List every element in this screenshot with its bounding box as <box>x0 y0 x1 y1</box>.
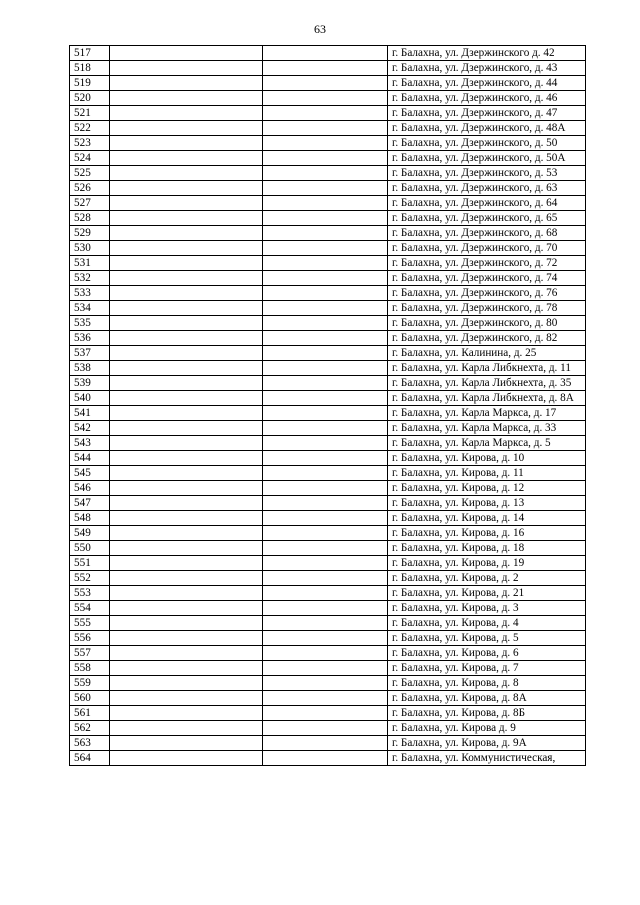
empty-cell-3 <box>263 346 388 361</box>
table-row <box>70 211 586 226</box>
empty-cell-2 <box>110 571 263 586</box>
table-row <box>70 61 586 76</box>
table-row <box>70 406 586 421</box>
row-number-cell: 553 <box>70 586 110 601</box>
empty-cell-3 <box>263 481 388 496</box>
row-number-cell: 525 <box>70 166 110 181</box>
row-number-cell: 544 <box>70 451 110 466</box>
address-cell: г. Балахна, ул. Дзержинского, д. 70 <box>388 241 586 256</box>
row-number-cell: 537 <box>70 346 110 361</box>
address-cell: г. Балахна, ул. Карла Маркса, д. 17 <box>388 406 586 421</box>
table-row <box>70 106 586 121</box>
address-cell: г. Балахна, ул. Дзержинского, д. 72 <box>388 256 586 271</box>
row-number-cell: 551 <box>70 556 110 571</box>
empty-cell-3 <box>263 706 388 721</box>
empty-cell-2 <box>110 121 263 136</box>
row-number-cell: 557 <box>70 646 110 661</box>
table-row <box>70 136 586 151</box>
row-number-cell: 564 <box>70 751 110 766</box>
empty-cell-2 <box>110 196 263 211</box>
empty-cell-3 <box>263 106 388 121</box>
empty-cell-3 <box>263 271 388 286</box>
row-number-cell: 533 <box>70 286 110 301</box>
empty-cell-2 <box>110 661 263 676</box>
table-row <box>70 241 586 256</box>
empty-cell-2 <box>110 751 263 766</box>
table-row <box>70 256 586 271</box>
empty-cell-2 <box>110 691 263 706</box>
row-number-cell: 554 <box>70 601 110 616</box>
empty-cell-2 <box>110 511 263 526</box>
table-row <box>70 586 586 601</box>
row-number-cell: 535 <box>70 316 110 331</box>
row-number-cell: 527 <box>70 196 110 211</box>
table-row <box>70 361 586 376</box>
empty-cell-3 <box>263 151 388 166</box>
empty-cell-3 <box>263 91 388 106</box>
table-row <box>70 91 586 106</box>
row-number-cell: 560 <box>70 691 110 706</box>
row-number-cell: 541 <box>70 406 110 421</box>
address-cell: г. Балахна, ул. Кирова, д. 3 <box>388 601 586 616</box>
empty-cell-3 <box>263 121 388 136</box>
table-row <box>70 391 586 406</box>
address-cell: г. Балахна, ул. Калинина, д. 25 <box>388 346 586 361</box>
address-cell: г. Балахна, ул. Кирова, д. 9А <box>388 736 586 751</box>
empty-cell-2 <box>110 526 263 541</box>
empty-cell-2 <box>110 361 263 376</box>
empty-cell-2 <box>110 481 263 496</box>
page-number: 63 <box>314 22 326 36</box>
address-cell: г. Балахна, ул. Дзержинского, д. 80 <box>388 316 586 331</box>
address-cell: г. Балахна, ул. Кирова, д. 2 <box>388 571 586 586</box>
empty-cell-2 <box>110 646 263 661</box>
address-table-body <box>70 46 586 766</box>
row-number-cell: 562 <box>70 721 110 736</box>
empty-cell-2 <box>110 211 263 226</box>
empty-cell-2 <box>110 166 263 181</box>
address-cell: г. Балахна, ул. Дзержинского, д. 50А <box>388 151 586 166</box>
table-row <box>70 616 586 631</box>
address-cell: г. Балахна, ул. Дзержинского, д. 74 <box>388 271 586 286</box>
table-row <box>70 541 586 556</box>
empty-cell-3 <box>263 376 388 391</box>
empty-cell-3 <box>263 256 388 271</box>
address-cell: г. Балахна, ул. Кирова, д. 12 <box>388 481 586 496</box>
table-row <box>70 181 586 196</box>
row-number-cell: 530 <box>70 241 110 256</box>
address-cell: г. Балахна, ул. Дзержинского, д. 44 <box>388 76 586 91</box>
address-cell: г. Балахна, ул. Кирова д. 9 <box>388 721 586 736</box>
empty-cell-3 <box>263 211 388 226</box>
row-number-cell: 519 <box>70 76 110 91</box>
empty-cell-3 <box>263 316 388 331</box>
address-cell: г. Балахна, ул. Кирова, д. 21 <box>388 586 586 601</box>
address-table <box>69 45 586 766</box>
table-row <box>70 121 586 136</box>
empty-cell-3 <box>263 721 388 736</box>
row-number-cell: 520 <box>70 91 110 106</box>
address-cell: г. Балахна, ул. Кирова, д. 4 <box>388 616 586 631</box>
empty-cell-3 <box>263 601 388 616</box>
address-cell: г. Балахна, ул. Карла Либкнехта, д. 8А <box>388 391 586 406</box>
address-cell: г. Балахна, ул. Дзержинского, д. 63 <box>388 181 586 196</box>
row-number-cell: 528 <box>70 211 110 226</box>
row-number-cell: 536 <box>70 331 110 346</box>
table-row <box>70 166 586 181</box>
address-cell: г. Балахна, ул. Карла Маркса, д. 5 <box>388 436 586 451</box>
address-cell: г. Балахна, ул. Дзержинского д. 42 <box>388 46 586 61</box>
empty-cell-2 <box>110 406 263 421</box>
table-row <box>70 556 586 571</box>
row-number-cell: 559 <box>70 676 110 691</box>
address-cell: г. Балахна, ул. Карла Либкнехта, д. 11 <box>388 361 586 376</box>
row-number-cell: 534 <box>70 301 110 316</box>
address-cell: г. Балахна, ул. Дзержинского, д. 46 <box>388 91 586 106</box>
empty-cell-3 <box>263 676 388 691</box>
row-number-cell: 563 <box>70 736 110 751</box>
table-row <box>70 706 586 721</box>
table-row <box>70 271 586 286</box>
empty-cell-3 <box>263 61 388 76</box>
address-cell: г. Балахна, ул. Дзержинского, д. 43 <box>388 61 586 76</box>
address-cell: г. Балахна, ул. Кирова, д. 18 <box>388 541 586 556</box>
empty-cell-2 <box>110 226 263 241</box>
address-cell: г. Балахна, ул. Дзержинского, д. 64 <box>388 196 586 211</box>
empty-cell-2 <box>110 91 263 106</box>
row-number-cell: 546 <box>70 481 110 496</box>
empty-cell-3 <box>263 241 388 256</box>
table-row <box>70 721 586 736</box>
table-row <box>70 691 586 706</box>
table-row <box>70 496 586 511</box>
address-cell: г. Балахна, ул. Дзержинского, д. 53 <box>388 166 586 181</box>
empty-cell-2 <box>110 241 263 256</box>
address-cell: г. Балахна, ул. Дзержинского, д. 50 <box>388 136 586 151</box>
row-number-cell: 542 <box>70 421 110 436</box>
empty-cell-3 <box>263 76 388 91</box>
address-cell: г. Балахна, ул. Кирова, д. 11 <box>388 466 586 481</box>
empty-cell-3 <box>263 526 388 541</box>
row-number-cell: 552 <box>70 571 110 586</box>
address-cell: г. Балахна, ул. Дзержинского, д. 48А <box>388 121 586 136</box>
empty-cell-3 <box>263 496 388 511</box>
row-number-cell: 543 <box>70 436 110 451</box>
address-cell: г. Балахна, ул. Кирова, д. 14 <box>388 511 586 526</box>
empty-cell-3 <box>263 361 388 376</box>
empty-cell-3 <box>263 586 388 601</box>
table-row <box>70 601 586 616</box>
table-row <box>70 226 586 241</box>
empty-cell-3 <box>263 226 388 241</box>
table-row <box>70 451 586 466</box>
empty-cell-3 <box>263 301 388 316</box>
table-row <box>70 76 586 91</box>
table-row <box>70 346 586 361</box>
empty-cell-3 <box>263 421 388 436</box>
empty-cell-2 <box>110 46 263 61</box>
table-row <box>70 301 586 316</box>
empty-cell-2 <box>110 346 263 361</box>
empty-cell-2 <box>110 331 263 346</box>
address-cell: г. Балахна, ул. Дзержинского, д. 78 <box>388 301 586 316</box>
row-number-cell: 523 <box>70 136 110 151</box>
row-number-cell: 548 <box>70 511 110 526</box>
address-cell: г. Балахна, ул. Кирова, д. 5 <box>388 631 586 646</box>
row-number-cell: 561 <box>70 706 110 721</box>
row-number-cell: 549 <box>70 526 110 541</box>
empty-cell-3 <box>263 436 388 451</box>
empty-cell-2 <box>110 61 263 76</box>
row-number-cell: 531 <box>70 256 110 271</box>
empty-cell-3 <box>263 541 388 556</box>
empty-cell-3 <box>263 46 388 61</box>
address-cell: г. Балахна, ул. Кирова, д. 16 <box>388 526 586 541</box>
empty-cell-2 <box>110 436 263 451</box>
empty-cell-3 <box>263 331 388 346</box>
address-cell: г. Балахна, ул. Дзержинского, д. 68 <box>388 226 586 241</box>
empty-cell-2 <box>110 151 263 166</box>
empty-cell-3 <box>263 646 388 661</box>
empty-cell-2 <box>110 106 263 121</box>
empty-cell-2 <box>110 376 263 391</box>
empty-cell-3 <box>263 631 388 646</box>
empty-cell-3 <box>263 691 388 706</box>
row-number-cell: 540 <box>70 391 110 406</box>
table-row <box>70 376 586 391</box>
address-cell: г. Балахна, ул. Кирова, д. 6 <box>388 646 586 661</box>
table-row <box>70 661 586 676</box>
row-number-cell: 522 <box>70 121 110 136</box>
table-row <box>70 571 586 586</box>
row-number-cell: 524 <box>70 151 110 166</box>
empty-cell-2 <box>110 676 263 691</box>
table-row <box>70 46 586 61</box>
table-row <box>70 526 586 541</box>
empty-cell-3 <box>263 166 388 181</box>
empty-cell-3 <box>263 181 388 196</box>
empty-cell-2 <box>110 586 263 601</box>
empty-cell-2 <box>110 301 263 316</box>
row-number-cell: 550 <box>70 541 110 556</box>
row-number-cell: 526 <box>70 181 110 196</box>
table-row <box>70 631 586 646</box>
row-number-cell: 518 <box>70 61 110 76</box>
table-row <box>70 421 586 436</box>
address-cell: г. Балахна, ул. Кирова, д. 19 <box>388 556 586 571</box>
address-cell: г. Балахна, ул. Кирова, д. 8А <box>388 691 586 706</box>
empty-cell-3 <box>263 616 388 631</box>
table-row <box>70 196 586 211</box>
empty-cell-3 <box>263 406 388 421</box>
table-row <box>70 676 586 691</box>
empty-cell-3 <box>263 751 388 766</box>
empty-cell-2 <box>110 496 263 511</box>
empty-cell-2 <box>110 601 263 616</box>
empty-cell-3 <box>263 556 388 571</box>
empty-cell-2 <box>110 256 263 271</box>
row-number-cell: 555 <box>70 616 110 631</box>
address-cell: г. Балахна, ул. Кирова, д. 7 <box>388 661 586 676</box>
table-row <box>70 511 586 526</box>
empty-cell-2 <box>110 391 263 406</box>
empty-cell-2 <box>110 706 263 721</box>
address-cell: г. Балахна, ул. Дзержинского, д. 82 <box>388 331 586 346</box>
address-cell: г. Балахна, ул. Карла Маркса, д. 33 <box>388 421 586 436</box>
table-row <box>70 316 586 331</box>
table-row <box>70 331 586 346</box>
empty-cell-3 <box>263 136 388 151</box>
empty-cell-2 <box>110 451 263 466</box>
empty-cell-3 <box>263 736 388 751</box>
table-row <box>70 736 586 751</box>
address-cell: г. Балахна, ул. Дзержинского, д. 47 <box>388 106 586 121</box>
empty-cell-2 <box>110 271 263 286</box>
row-number-cell: 529 <box>70 226 110 241</box>
table-row <box>70 466 586 481</box>
row-number-cell: 558 <box>70 661 110 676</box>
empty-cell-2 <box>110 286 263 301</box>
empty-cell-2 <box>110 181 263 196</box>
table-row <box>70 436 586 451</box>
empty-cell-2 <box>110 631 263 646</box>
empty-cell-2 <box>110 736 263 751</box>
empty-cell-3 <box>263 511 388 526</box>
empty-cell-2 <box>110 721 263 736</box>
row-number-cell: 545 <box>70 466 110 481</box>
table-row <box>70 286 586 301</box>
address-cell: г. Балахна, ул. Кирова, д. 8 <box>388 676 586 691</box>
empty-cell-3 <box>263 466 388 481</box>
address-cell: г. Балахна, ул. Кирова, д. 8Б <box>388 706 586 721</box>
row-number-cell: 517 <box>70 46 110 61</box>
row-number-cell: 539 <box>70 376 110 391</box>
row-number-cell: 521 <box>70 106 110 121</box>
table-row <box>70 646 586 661</box>
empty-cell-2 <box>110 136 263 151</box>
address-cell: г. Балахна, ул. Коммунистическая, <box>388 751 586 766</box>
table-row <box>70 151 586 166</box>
empty-cell-3 <box>263 571 388 586</box>
empty-cell-3 <box>263 286 388 301</box>
address-cell: г. Балахна, ул. Кирова, д. 13 <box>388 496 586 511</box>
empty-cell-2 <box>110 616 263 631</box>
empty-cell-2 <box>110 556 263 571</box>
table-row <box>70 481 586 496</box>
row-number-cell: 556 <box>70 631 110 646</box>
row-number-cell: 532 <box>70 271 110 286</box>
empty-cell-3 <box>263 196 388 211</box>
address-cell: г. Балахна, ул. Кирова, д. 10 <box>388 451 586 466</box>
table-row <box>70 751 586 766</box>
empty-cell-2 <box>110 541 263 556</box>
empty-cell-3 <box>263 451 388 466</box>
empty-cell-3 <box>263 661 388 676</box>
address-cell: г. Балахна, ул. Карла Либкнехта, д. 35 <box>388 376 586 391</box>
row-number-cell: 547 <box>70 496 110 511</box>
empty-cell-2 <box>110 76 263 91</box>
address-cell: г. Балахна, ул. Дзержинского, д. 65 <box>388 211 586 226</box>
row-number-cell: 538 <box>70 361 110 376</box>
empty-cell-3 <box>263 391 388 406</box>
empty-cell-2 <box>110 421 263 436</box>
empty-cell-2 <box>110 316 263 331</box>
address-cell: г. Балахна, ул. Дзержинского, д. 76 <box>388 286 586 301</box>
empty-cell-2 <box>110 466 263 481</box>
